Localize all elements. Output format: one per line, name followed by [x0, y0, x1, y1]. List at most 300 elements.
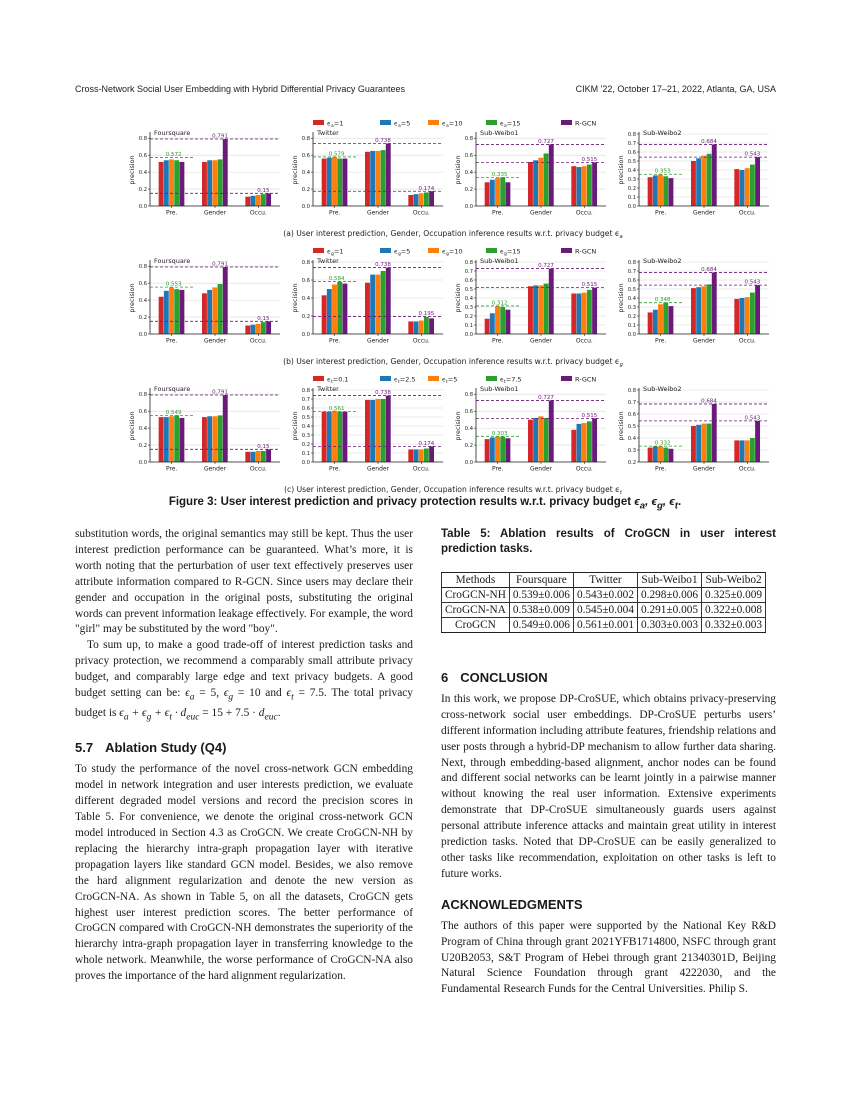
y-tick-label: 0.3 — [301, 433, 310, 439]
bar — [538, 158, 543, 206]
bar — [332, 157, 337, 206]
subplot-title: Twitter — [317, 385, 339, 393]
y-tick-label: 0.8 — [301, 136, 310, 143]
section-5-7-number: 5.7 — [75, 740, 94, 756]
bar — [223, 139, 228, 206]
bar — [218, 159, 223, 206]
x-tick-label: Gender — [203, 337, 227, 345]
y-tick-label: 0.4 — [301, 296, 310, 302]
bar — [663, 176, 668, 206]
bar — [755, 421, 760, 462]
y-tick-label: 0.3 — [464, 305, 473, 311]
y-tick-label: 0.6 — [627, 278, 636, 284]
y-tick-label: 0.8 — [627, 388, 636, 394]
x-tick-label: Gender — [366, 209, 390, 217]
bar — [159, 417, 164, 462]
bar — [582, 293, 587, 334]
bar — [202, 293, 207, 334]
bar — [408, 449, 413, 462]
subplot-sub-weibo1 — [454, 129, 606, 217]
subplot-sub-weibo2 — [617, 257, 769, 345]
x-tick-label: Pre. — [491, 337, 504, 345]
subplot-twitter — [291, 129, 443, 217]
bar — [740, 440, 745, 462]
bar — [528, 162, 533, 206]
bar — [544, 284, 549, 334]
bar — [500, 307, 505, 334]
bar — [755, 157, 760, 206]
bar — [750, 165, 755, 206]
legend-label: $\epsilon_g=10$ — [442, 247, 463, 257]
legend-swatch — [561, 248, 572, 253]
legend-label: $\epsilon_t=2.5$ — [394, 375, 416, 385]
green-reference-label: 0.584 — [328, 275, 345, 282]
green-reference-label: 0.549 — [165, 409, 182, 416]
bar — [734, 169, 739, 206]
bar — [251, 325, 256, 334]
bar — [332, 285, 337, 335]
table-cell: 0.561±0.001 — [573, 618, 637, 633]
bar — [365, 152, 370, 206]
section-6-title: CONCLUSION — [460, 670, 548, 685]
y-tick-label: 0.4 — [301, 170, 310, 177]
occupation-reference-label: 0.515 — [581, 156, 598, 163]
table-header-subweibo1: Sub-Weibo1 — [637, 573, 701, 588]
subplot-title: Sub-Weibo1 — [480, 385, 519, 393]
bar — [707, 424, 712, 462]
bar — [538, 416, 543, 462]
legend-label: $\epsilon_g=15$ — [500, 247, 521, 257]
bar — [245, 197, 250, 206]
bar — [223, 395, 228, 462]
r-gcn-reference-label: 0.791 — [212, 133, 228, 140]
bar — [174, 160, 179, 206]
y-tick-label: 0.4 — [464, 296, 473, 302]
subplot-foursquare — [128, 385, 280, 473]
x-tick-label: Gender — [529, 465, 553, 473]
left-paragraph-3: To study the performance of the novel cross-network GCN embedding model in network integration and user interests prediction, we evaluate different degraded model versions and record the precision scores in Table 5. For convenience, we denote the original cross-network GCN model introduced in Section 4.3 as CroGCN. We create CroGCN-NH by replacing the hierarchy intra-graph propagation layer with iterative propagation layers like standard GCN model. Besides, we also remove the hard alignment regularization and denote the new version as CroGCN-NA. As shown in Table 5, on all the datasets, CroGCN gets highest user interest prediction scores. The better performance of CroGCN compared with CroGCN-NH demonstrates the superiority of the hierarchy intra-graph propagation layer in transferring knowledge to the whole network. Meanwhile, the worse performance of CroGCN-NA also proves the importance of the hard alignment regularization. — [75, 763, 413, 983]
legend-label: $\epsilon_t=0.1$ — [327, 375, 349, 385]
bar — [327, 289, 332, 334]
bar — [490, 180, 495, 206]
bar — [712, 404, 717, 462]
bar — [505, 438, 510, 462]
occupation-reference-label: 0.543 — [744, 415, 761, 422]
bar — [587, 421, 592, 462]
x-tick-label: Gender — [366, 465, 390, 473]
y-tick-label: 0.1 — [627, 323, 636, 329]
bar — [342, 159, 347, 206]
y-tick-label: 0.0 — [464, 204, 473, 210]
bar — [159, 162, 164, 206]
table-cell: 0.325±0.009 — [702, 588, 766, 603]
legend-label: R-GCN — [575, 375, 597, 384]
bar — [337, 282, 342, 334]
table-cell: 0.545±0.004 — [573, 603, 637, 618]
y-tick-label: 0.0 — [627, 204, 636, 210]
bar — [202, 162, 207, 206]
bar — [701, 286, 706, 334]
table-cell: 0.332±0.003 — [702, 618, 766, 633]
r-gcn-reference-label: 0.727 — [538, 394, 554, 401]
table-header-foursquare: Foursquare — [509, 573, 573, 588]
legend-swatch — [428, 248, 439, 253]
r-gcn-reference-label: 0.727 — [538, 263, 554, 270]
bar — [429, 318, 434, 334]
bar — [745, 297, 750, 334]
bar — [577, 294, 582, 335]
y-tick-label: 0.5 — [301, 415, 310, 421]
y-tick-label: 0.2 — [464, 314, 473, 320]
y-tick-label: 0.6 — [138, 409, 147, 416]
bar — [164, 160, 169, 206]
y-tick-label: 0.1 — [301, 451, 310, 457]
subplot-title: Sub-Weibo1 — [480, 257, 519, 265]
panel-c-chart — [128, 374, 778, 502]
bar — [365, 283, 370, 334]
bar — [533, 285, 538, 334]
bar — [342, 284, 347, 334]
bar — [571, 430, 576, 462]
y-tick-label: 0.4 — [464, 426, 473, 433]
x-tick-label: Occu. — [738, 465, 756, 473]
x-tick-label: Pre. — [165, 337, 178, 345]
y-tick-label: 0.0 — [464, 460, 473, 466]
table-cell: CroGCN-NA — [442, 603, 510, 618]
x-tick-label: Pre. — [328, 465, 341, 473]
y-tick-label: 0.4 — [138, 298, 147, 305]
bar — [207, 160, 212, 206]
bar — [414, 194, 419, 206]
bar — [691, 426, 696, 462]
y-tick-label: 0.2 — [301, 442, 310, 448]
subplot-title: Twitter — [317, 129, 339, 137]
y-axis-label: precision — [128, 411, 136, 441]
legend-label: $\epsilon_g=5$ — [394, 247, 411, 257]
running-header-title: Cross-Network Social User Embedding with Hybrid Differential Privacy Guarantees — [75, 84, 405, 94]
x-tick-label: Occu. — [575, 337, 593, 345]
table-header-methods: Methods — [442, 573, 510, 588]
bar — [549, 400, 554, 462]
running-header-venue: CIKM '22, October 17–21, 2022, Atlanta, GA, USA — [575, 84, 776, 94]
y-tick-label: 0.2 — [627, 314, 636, 320]
y-axis-label: precision — [128, 283, 136, 313]
green-reference-label: 0.553 — [165, 281, 182, 288]
r-gcn-reference-label: 0.727 — [538, 138, 554, 145]
bar — [419, 449, 424, 462]
acknowledgments-heading: ACKNOWLEDGMENTS — [441, 896, 583, 912]
y-axis-label: precision — [291, 155, 299, 185]
y-tick-label: 0.4 — [138, 426, 147, 433]
y-tick-label: 0.2 — [138, 443, 147, 450]
bar — [592, 162, 597, 206]
y-tick-label: 0.8 — [138, 392, 147, 399]
bar — [712, 144, 717, 206]
subplot-foursquare — [128, 257, 280, 345]
table-row — [442, 603, 766, 618]
y-tick-label: 0.5 — [627, 424, 636, 430]
x-tick-label: Gender — [366, 337, 390, 345]
bar — [218, 284, 223, 334]
green-reference-label: 0.303 — [491, 430, 508, 437]
y-tick-label: 0.4 — [138, 170, 147, 177]
y-tick-label: 0.2 — [138, 315, 147, 322]
bar — [424, 449, 429, 463]
bar — [549, 144, 554, 206]
bar — [251, 452, 256, 462]
bar — [245, 452, 250, 462]
bar — [408, 321, 413, 334]
y-tick-label: 0.0 — [301, 204, 310, 210]
y-tick-label: 0.1 — [627, 195, 636, 201]
bar — [663, 303, 668, 335]
legend-swatch — [313, 248, 324, 253]
y-tick-label: 0.7 — [464, 269, 473, 275]
panel-caption: (c) User interest prediction, Gender, Occupation inference results w.r.t. privacy budget $\epsilon_t$ — [284, 485, 622, 496]
bar — [245, 326, 250, 334]
bar — [495, 437, 500, 462]
occupation-reference-label: 0.15 — [257, 315, 270, 322]
y-tick-label: 0.5 — [627, 159, 636, 165]
green-reference-label: 0.312 — [491, 300, 508, 307]
right-column-lower — [441, 670, 776, 998]
bar — [696, 158, 701, 206]
x-tick-label: Gender — [203, 209, 227, 217]
figure-caption — [75, 496, 775, 511]
y-tick-label: 0.6 — [464, 278, 473, 284]
bar — [370, 151, 375, 206]
bar — [212, 287, 217, 334]
y-tick-label: 0.2 — [301, 187, 310, 194]
bar — [386, 396, 391, 462]
bar — [648, 448, 653, 462]
bar — [653, 446, 658, 462]
bar — [653, 175, 658, 206]
y-tick-label: 0.4 — [464, 170, 473, 177]
bar — [169, 159, 174, 206]
bar — [528, 286, 533, 334]
bar — [696, 287, 701, 334]
y-tick-label: 0.0 — [301, 332, 310, 338]
panel-b-chart — [128, 246, 778, 374]
x-tick-label: Gender — [692, 337, 716, 345]
bar — [668, 449, 673, 462]
legend-swatch — [486, 376, 497, 381]
x-tick-label: Occu. — [412, 465, 430, 473]
bar — [658, 446, 663, 462]
panel-caption: (b) User interest prediction, Gender, Occupation inference results w.r.t. privacy budget $\epsilon_g$ — [283, 357, 623, 368]
bar — [332, 411, 337, 462]
bar — [485, 439, 490, 462]
y-tick-label: 0.6 — [138, 281, 147, 288]
panel-caption: (a) User interest prediction, Gender, Occupation inference results w.r.t. privacy budget $\epsilon_a$ — [283, 229, 623, 240]
y-tick-label: 0.0 — [301, 460, 310, 466]
bar — [179, 290, 184, 334]
occupation-reference-label: 0.174 — [418, 440, 435, 447]
bar — [261, 451, 266, 462]
bar — [533, 160, 538, 206]
y-tick-label: 0.6 — [301, 278, 310, 284]
bar — [571, 294, 576, 335]
y-tick-label: 0.8 — [464, 392, 473, 399]
figure-panel-b — [128, 246, 778, 374]
bar — [256, 451, 261, 462]
bar — [490, 437, 495, 462]
legend-swatch — [428, 376, 439, 381]
bar — [490, 313, 495, 334]
x-tick-label: Pre. — [491, 465, 504, 473]
bar — [750, 293, 755, 334]
acknowledgments-paragraph: The authors of this paper were supported by the National Key R&D Program of China through grant 2021YFB1714800, NSFC through grant U20B2053, S&T Program of Hebei through grant 21340301D, Beijing Natural Science Foundation through grant 4222030, and the Fundamental Research Funds for the Central Universities. Philip S. — [441, 919, 776, 996]
legend-label: $\epsilon_t=7.5$ — [500, 375, 522, 385]
bar — [169, 416, 174, 462]
y-axis-label: precision — [454, 283, 462, 313]
bar — [381, 150, 386, 206]
subplot-sub-weibo1 — [454, 257, 606, 345]
y-tick-label: 0.6 — [301, 153, 310, 160]
y-tick-label: 0.6 — [464, 409, 473, 416]
legend-swatch — [313, 376, 324, 381]
left-column — [75, 527, 413, 985]
section-6-heading — [441, 670, 776, 686]
bar — [691, 288, 696, 334]
legend-label: R-GCN — [575, 247, 597, 256]
bar — [701, 424, 706, 462]
section-5-7-heading — [75, 740, 413, 756]
bar — [424, 317, 429, 334]
bar — [740, 298, 745, 334]
bar — [429, 446, 434, 462]
subplot-title: Foursquare — [154, 257, 191, 265]
bar — [207, 416, 212, 462]
occupation-reference-label: 0.15 — [257, 187, 270, 194]
x-tick-label: Gender — [692, 465, 716, 473]
x-tick-label: Pre. — [654, 465, 667, 473]
bar — [322, 412, 327, 462]
bar — [266, 449, 271, 462]
y-tick-label: 0.0 — [138, 460, 147, 466]
legend-swatch — [313, 120, 324, 125]
bar — [544, 418, 549, 462]
y-tick-label: 0.5 — [627, 287, 636, 293]
legend-swatch — [380, 376, 391, 381]
x-tick-label: Pre. — [328, 337, 341, 345]
bar — [414, 321, 419, 334]
bar — [337, 412, 342, 462]
subplot-title: Sub-Weibo1 — [480, 129, 519, 137]
bar — [750, 438, 755, 462]
bar — [663, 448, 668, 462]
x-tick-label: Occu. — [412, 209, 430, 217]
bar — [745, 440, 750, 462]
y-axis-label: precision — [291, 283, 299, 313]
y-tick-label: 0.8 — [301, 260, 310, 266]
table-cell: CroGCN — [442, 618, 510, 633]
bar — [375, 151, 380, 206]
bar — [223, 267, 228, 334]
y-tick-label: 0.6 — [138, 153, 147, 160]
legend-swatch — [486, 248, 497, 253]
bar — [587, 164, 592, 206]
bar — [587, 290, 592, 334]
bar — [485, 182, 490, 206]
y-tick-label: 0.4 — [627, 168, 636, 174]
bar — [592, 418, 597, 462]
bar — [322, 295, 327, 334]
bar — [414, 449, 419, 462]
y-tick-label: 0.0 — [464, 332, 473, 338]
legend-label: $\epsilon_a=5$ — [394, 119, 411, 129]
table-cell: 0.543±0.002 — [573, 588, 637, 603]
bar — [745, 168, 750, 206]
x-tick-label: Occu. — [249, 337, 267, 345]
y-tick-label: 0.7 — [301, 397, 310, 403]
legend-swatch — [561, 120, 572, 125]
bar — [424, 192, 429, 206]
y-tick-label: 0.2 — [627, 460, 636, 466]
bar — [549, 269, 554, 334]
left-paragraph-1: substitution words, the original semantics may still be kept. Thus the user interest prediction performance can be guaranteed. What’s more, it is worth noting that the perturbation of user text effectively preserves user attribute information compared to R-GCN. Since users may declare their gender and occupation in the original posts, substituting the original words can prevent information leakage effectively. For example, the word "girl" may be substituted by the word "boy". — [75, 528, 413, 636]
occupation-reference-label: 0.543 — [744, 279, 761, 286]
bar — [207, 290, 212, 334]
bar — [381, 271, 386, 334]
y-tick-label: 0.8 — [138, 136, 147, 143]
y-axis-label: precision — [291, 411, 299, 441]
bar — [370, 400, 375, 462]
subplot-sub-weibo2 — [617, 385, 769, 473]
y-tick-label: 0.2 — [627, 186, 636, 192]
table-cell: 0.549±0.006 — [509, 618, 573, 633]
x-tick-label: Pre. — [491, 209, 504, 217]
bar — [266, 321, 271, 334]
figure-panel-a — [128, 118, 778, 246]
bar — [212, 416, 217, 462]
y-tick-label: 0.4 — [627, 436, 636, 442]
bar — [386, 268, 391, 334]
y-tick-label: 0.6 — [627, 150, 636, 156]
green-reference-label: 0.332 — [654, 440, 671, 447]
table-cell: 0.539±0.006 — [509, 588, 573, 603]
bar — [327, 158, 332, 206]
x-tick-label: Pre. — [654, 337, 667, 345]
y-tick-label: 0.0 — [138, 332, 147, 338]
bar — [571, 166, 576, 206]
x-tick-label: Gender — [529, 209, 553, 217]
bar — [577, 424, 582, 462]
legend-label: $\epsilon_a=15$ — [500, 119, 521, 129]
subplot-title: Twitter — [317, 257, 339, 265]
y-tick-label: 0.2 — [301, 314, 310, 320]
bar — [337, 159, 342, 206]
green-reference-label: 0.561 — [328, 406, 345, 413]
table-cell: 0.322±0.008 — [702, 603, 766, 618]
y-tick-label: 0.3 — [627, 448, 636, 454]
bar — [381, 399, 386, 462]
table-header-twitter: Twitter — [573, 573, 637, 588]
table-cell: 0.291±0.005 — [637, 603, 701, 618]
bar — [179, 418, 184, 462]
bar — [212, 160, 217, 206]
bar — [544, 153, 549, 206]
y-tick-label: 0.2 — [138, 187, 147, 194]
bar — [164, 417, 169, 462]
bar — [734, 299, 739, 334]
bar — [266, 193, 271, 206]
y-tick-label: 0.8 — [301, 388, 310, 394]
r-gcn-reference-label: 0.684 — [701, 266, 717, 273]
bar — [696, 425, 701, 462]
y-tick-label: 0.8 — [138, 264, 147, 271]
